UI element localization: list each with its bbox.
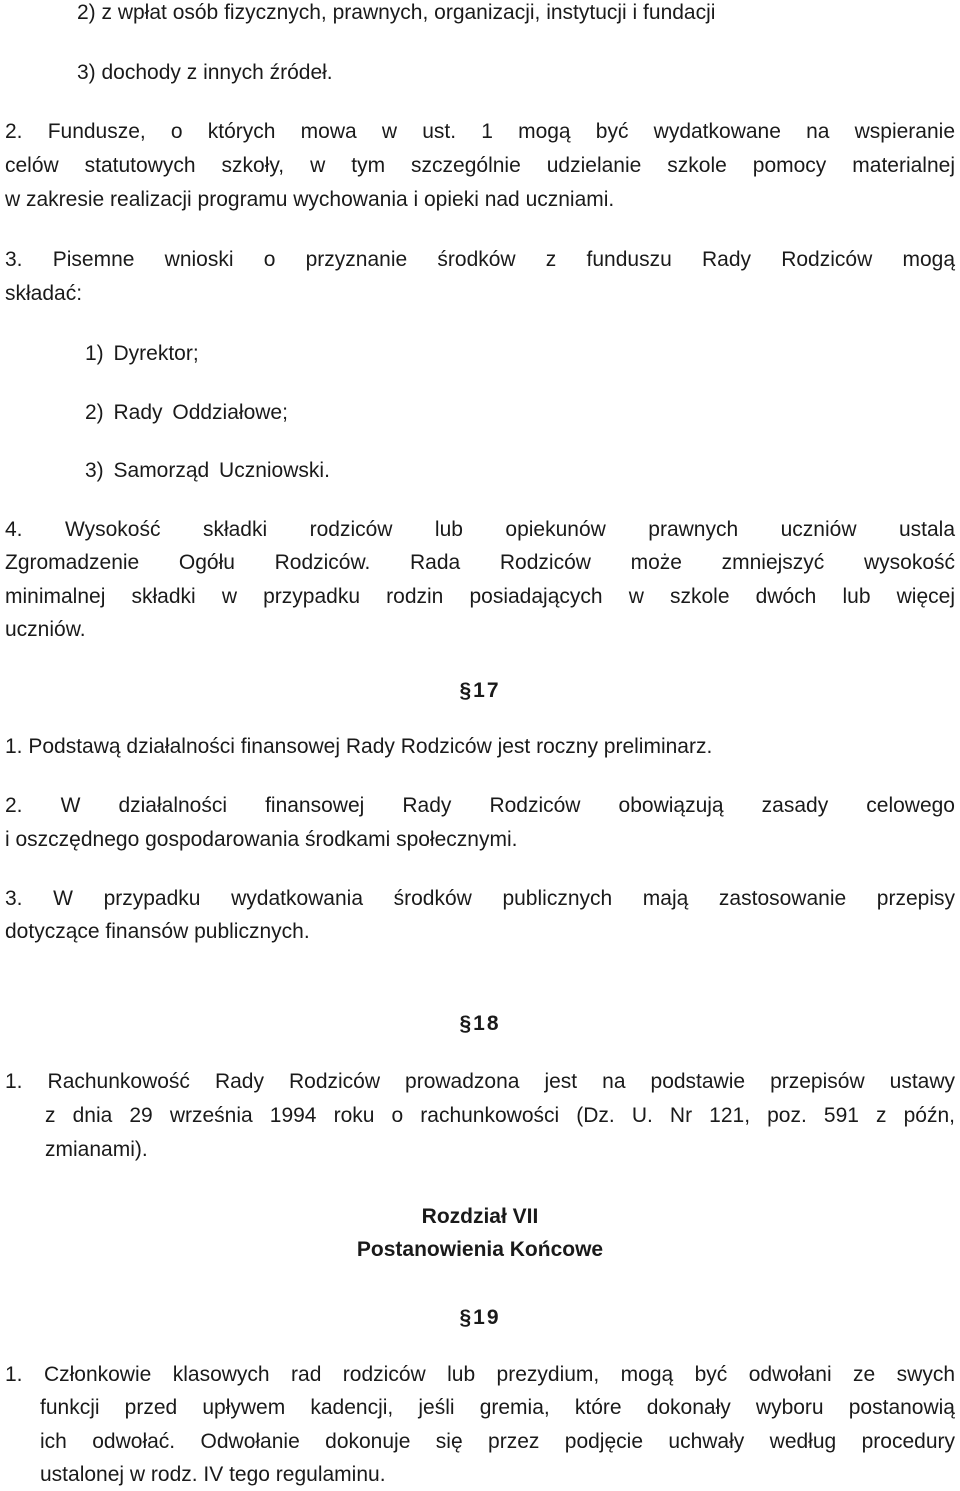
list-item: 3) Samorząd Uczniowski. bbox=[85, 459, 330, 482]
paragraph-line: uczniów. bbox=[5, 618, 86, 641]
paragraph-line: 2. W działalności finansowej Rady Rodziców obowiązują zasady celowego bbox=[5, 794, 955, 817]
paragraph-line: celów statutowych szkoły, w tym szczególnie udzielanie szkole pomocy materialnej bbox=[5, 154, 955, 177]
paragraph-line: 3. W przypadku wydatkowania środków publicznych mają zastosowanie przepisy bbox=[5, 887, 955, 910]
paragraph-line: 4. Wysokość składki rodziców lub opiekunów prawnych uczniów ustala bbox=[5, 518, 955, 541]
chapter-subtitle: Postanowienia Końcowe bbox=[356, 1238, 604, 1261]
list-item: 1) Dyrektor; bbox=[85, 342, 199, 365]
paragraph-line: w zakresie realizacji programu wychowania i opieki nad uczniami. bbox=[5, 188, 615, 211]
paragraph-line: 1. Członkowie klasowych rad rodziców lub prezydium, mogą być odwołani ze swych bbox=[5, 1363, 955, 1386]
list-item: 3) dochody z innych źródeł. bbox=[77, 61, 333, 84]
paragraph-line: Zgromadzenie Ogółu Rodziców. Rada Rodziców może zmniejszyć wysokość bbox=[5, 551, 955, 574]
paragraph-line: 1. Rachunkowość Rady Rodziców prowadzona jest na podstawie przepisów ustawy bbox=[5, 1070, 955, 1093]
paragraph-line: dotyczące finansów publicznych. bbox=[5, 920, 310, 943]
section-heading: §17 bbox=[459, 679, 501, 702]
paragraph-line: 1. Podstawą działalności finansowej Rady Rodziców jest roczny preliminarz. bbox=[5, 735, 713, 758]
paragraph-line: minimalnej składki w przypadku rodzin posiadających w szkole dwóch lub więcej bbox=[5, 585, 955, 608]
paragraph-line: funkcji przed upływem kadencji, jeśli gremia, które dokonały wyboru postanowią bbox=[40, 1396, 955, 1419]
paragraph-line: ich odwołać. Odwołanie dokonuje się przez podjęcie uchwały według procedury bbox=[40, 1430, 955, 1453]
list-item: 2) Rady Oddziałowe; bbox=[85, 401, 288, 424]
section-heading: §19 bbox=[459, 1306, 501, 1329]
paragraph-line: ustalonej w rodz. IV tego regulaminu. bbox=[40, 1463, 386, 1486]
paragraph-line: z dnia 29 września 1994 roku o rachunkowości (Dz. U. Nr 121, poz. 591 z późn, bbox=[45, 1104, 955, 1127]
paragraph-line: zmianami). bbox=[45, 1138, 148, 1161]
paragraph-line: składać: bbox=[5, 282, 83, 305]
chapter-title: Rozdział VII bbox=[421, 1205, 539, 1228]
section-heading: §18 bbox=[459, 1012, 501, 1035]
paragraph-line: i oszczędnego gospodarowania środkami społecznymi. bbox=[5, 828, 518, 851]
list-item: 2) z wpłat osób fizycznych, prawnych, organizacji, instytucji i fundacji bbox=[77, 1, 716, 24]
paragraph-line: 3. Pisemne wnioski o przyznanie środków z funduszu Rady Rodziców mogą bbox=[5, 248, 955, 271]
paragraph-line: 2. Fundusze, o których mowa w ust. 1 mogą być wydatkowane na wspieranie bbox=[5, 120, 955, 143]
